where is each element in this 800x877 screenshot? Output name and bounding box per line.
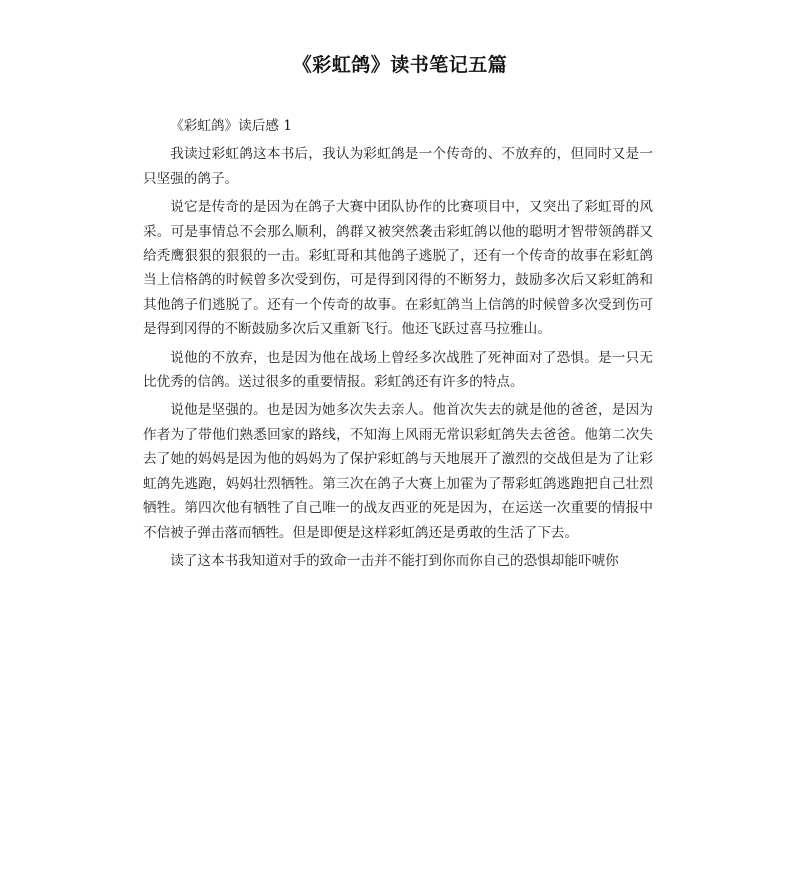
- paragraph: 读了这本书我知道对手的致命一击并不能打到你而你自己的恐惧却能吓唬你: [170, 552, 619, 569]
- document-title: 《彩虹鸽》读书笔记五篇: [292, 54, 508, 76]
- section-heading: 《彩虹鸽》读后感 1: [170, 118, 292, 134]
- paragraph: 我读过彩虹鸽这本书后，我认为彩虹鸽是一个传奇的、不放弃的，但同时又是一只坚强的鸽子。: [143, 146, 653, 187]
- document-body: [143, 114, 653, 573]
- paragraph: 说他是坚强的。也是因为她多次失去亲人。他首次失去的就是他的爸爸，是因为作者为了带他们熟悉回家的路线，不知海上风雨无常识彩虹鸽失去爸爸。他第二次失去了她的妈妈是因为他的妈妈为了保护彩虹鸽与天地展开了激烈的交战但是为了让彩虹鸽先逃跑，妈妈壮烈牺牲。第三次在鸽子大赛上加霍为了帮彩虹鸽逃跑把自己壮烈牺牲。第四次他有牺牲了自己唯一的战友西亚的死是因为，在运送一次重要的情报中不信被子弹击落而牺牲。但是即便是这样彩虹鸽还是勇敢的生活了下去。: [143, 402, 653, 541]
- paragraph: 说他的不放弃，也是因为他在战场上曾经多次战胜了死神面对了恐惧。是一只无比优秀的信鸽。送过很多的重要情报。彩虹鸽还有许多的特点。: [143, 349, 653, 391]
- paragraph: 说它是传奇的是因为在鸽子大赛中团队协作的比赛项目中，又突出了彩虹哥的风采。可是事情总不会那么顺利，鸽群又被突然袭击彩虹鸽以他的聪明才智带领鸽群又给秃鹰狠狠的狠狠的一击。彩虹哥和其他鸽子逃脱了，还有一个传奇的故事在彩虹鸽当上信格鸽的时候曾多次受到伤，可是得到冈得的不断努力，鼓励多次后又彩虹鸽和其他鸽子们逃脱了。还有一个传奇的故事。在彩虹鸽当上信鸽的时候曾多次受到伤可是得到冈得的不断鼓励多次后又重新飞行。他还飞跃过喜马拉雅山。: [143, 199, 653, 338]
